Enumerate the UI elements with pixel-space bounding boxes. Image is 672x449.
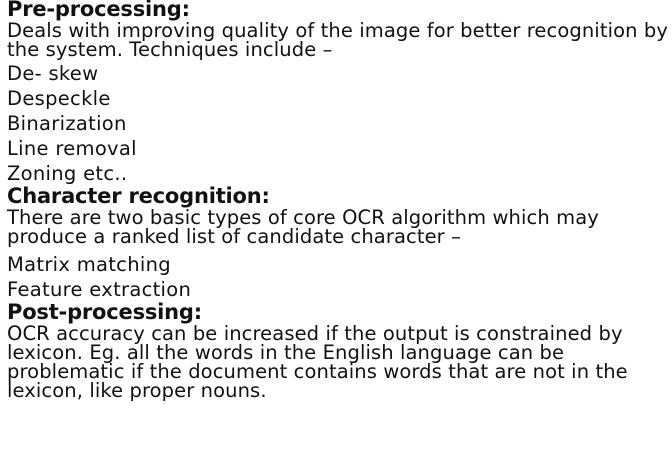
- section-heading-character-recognition: Character recognition:: [7, 184, 270, 208]
- section-heading-postprocessing: Post-processing:: [7, 300, 202, 324]
- list-item: Binarization: [7, 112, 127, 135]
- list-item: De- skew: [7, 62, 99, 85]
- document-body: [7, 0, 669, 400]
- section-heading-preprocessing: Pre-processing:: [7, 0, 190, 21]
- list-item: Zoning etc..: [7, 162, 128, 185]
- list-item: Despeckle: [7, 87, 111, 110]
- list-item: Line removal: [7, 137, 137, 160]
- list-item: Matrix matching: [7, 253, 171, 276]
- section-description-preprocessing: Deals with improving quality of the image for better recognition by the system. Techniques include –: [7, 19, 668, 61]
- section-description-postprocessing: OCR accuracy can be increased if the output is constrained by lexicon. Eg. all the words in the English language can be problematic if the document contains words that are not in the lexicon, like proper nouns.: [7, 322, 628, 402]
- section-description-character-recognition: There are two basic types of core OCR algorithm which may produce a ranked list of candidate character –: [7, 206, 599, 248]
- list-item: Feature extraction: [7, 278, 192, 301]
